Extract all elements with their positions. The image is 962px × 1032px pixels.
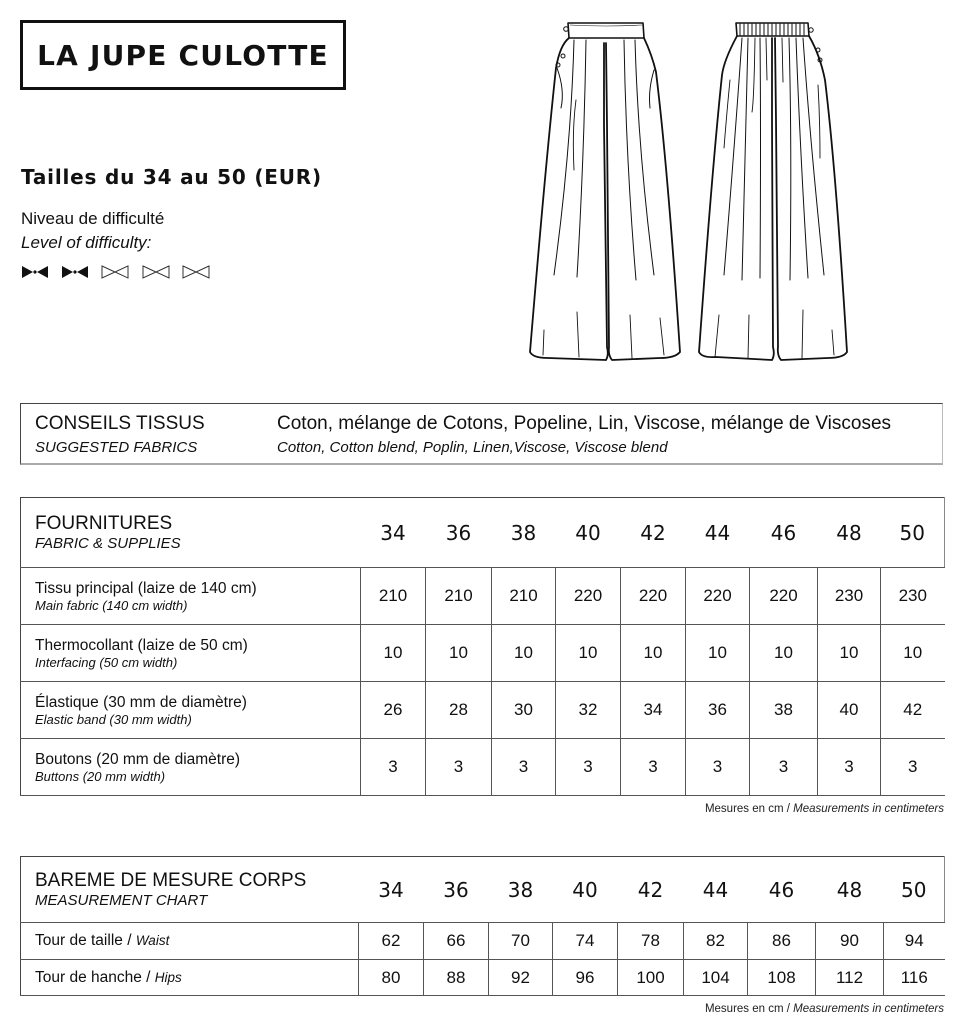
cell: 10 <box>556 625 621 682</box>
cell: 10 <box>750 625 818 682</box>
cell: 30 <box>492 682 556 739</box>
bowtie-outline-icon <box>101 265 129 279</box>
size-header: 42 <box>618 857 684 923</box>
table-row <box>21 960 945 996</box>
size-header: 48 <box>816 857 884 923</box>
cell: 10 <box>426 625 492 682</box>
table-row <box>21 625 945 682</box>
fabrics-value-fr: Coton, mélange de Cotons, Popeline, Lin, Viscose, mélange de Viscoses <box>277 413 892 434</box>
size-header: 46 <box>748 857 816 923</box>
cell: 10 <box>881 625 945 682</box>
cell: 66 <box>424 923 489 960</box>
bowtie-filled-icon <box>61 265 89 279</box>
row-label: Élastique (30 mm de diamètre) Elastic band (30 mm width) <box>21 682 361 739</box>
cell: 78 <box>618 923 684 960</box>
cell: 90 <box>816 923 884 960</box>
difficulty-label-en: Level of difficulty: <box>21 233 152 252</box>
bowtie-outline-icon <box>182 265 210 279</box>
size-header: 36 <box>424 857 489 923</box>
garment-illustration <box>520 10 865 370</box>
measurement-header-row <box>21 857 945 923</box>
cell: 82 <box>684 923 748 960</box>
cell: 230 <box>881 568 945 625</box>
measurement-title: BAREME DE MESURE CORPS MEASUREMENT CHART <box>21 857 359 923</box>
cell: 3 <box>426 739 492 796</box>
table-row <box>21 739 945 796</box>
cell: 94 <box>884 923 945 960</box>
size-header: 50 <box>884 857 945 923</box>
size-header: 36 <box>426 498 492 568</box>
measurement-units-note: Mesures en cm / Measurements in centimeters <box>704 1003 944 1015</box>
table-row <box>21 923 945 960</box>
cell: 10 <box>621 625 686 682</box>
cell: 3 <box>621 739 686 796</box>
bowtie-outline-icon <box>142 265 170 279</box>
front-view-sketch <box>530 23 680 360</box>
cell: 3 <box>361 739 426 796</box>
cell: 3 <box>881 739 945 796</box>
cell: 92 <box>489 960 553 996</box>
size-header: 40 <box>556 498 621 568</box>
cell: 10 <box>818 625 881 682</box>
bowtie-filled-icon <box>21 265 49 279</box>
suggested-fabrics-box <box>20 403 943 465</box>
pattern-title: LA JUPE CULOTTE <box>37 38 329 72</box>
table-row <box>21 682 945 739</box>
row-label: Tissu principal (laize de 140 cm) Main fabric (140 cm width) <box>21 568 361 625</box>
measurement-chart-table <box>20 856 945 996</box>
cell: 220 <box>686 568 750 625</box>
size-header: 34 <box>359 857 424 923</box>
cell: 210 <box>492 568 556 625</box>
size-header: 38 <box>492 498 556 568</box>
cell: 3 <box>818 739 881 796</box>
size-header: 44 <box>684 857 748 923</box>
row-label: Thermocollant (laize de 50 cm) Interfacing (50 cm width) <box>21 625 361 682</box>
cell: 108 <box>748 960 816 996</box>
size-header: 38 <box>489 857 553 923</box>
size-header: 42 <box>621 498 686 568</box>
cell: 34 <box>621 682 686 739</box>
cell: 38 <box>750 682 818 739</box>
cell: 104 <box>684 960 748 996</box>
cell: 40 <box>818 682 881 739</box>
cell: 86 <box>748 923 816 960</box>
cell: 36 <box>686 682 750 739</box>
size-range: Tailles du 34 au 50 (EUR) <box>21 165 322 189</box>
cell: 3 <box>686 739 750 796</box>
cell: 3 <box>556 739 621 796</box>
back-view-sketch <box>699 23 847 360</box>
cell: 210 <box>361 568 426 625</box>
cell: 210 <box>426 568 492 625</box>
size-header: 48 <box>818 498 881 568</box>
size-header: 46 <box>750 498 818 568</box>
cell: 70 <box>489 923 553 960</box>
fabrics-value-en: Cotton, Cotton blend, Poplin, Linen,Viscose, Viscose blend <box>277 439 668 456</box>
cell: 10 <box>686 625 750 682</box>
row-label: Tour de hanche / Hips <box>21 960 359 996</box>
cell: 74 <box>553 923 618 960</box>
cell: 230 <box>818 568 881 625</box>
cell: 42 <box>881 682 945 739</box>
size-header: 40 <box>553 857 618 923</box>
cell: 26 <box>361 682 426 739</box>
size-header: 34 <box>361 498 426 568</box>
pattern-title-box <box>20 20 346 90</box>
supplies-units-note: Mesures en cm / Measurements in centimeters <box>704 803 944 815</box>
row-label: Tour de taille / Waist <box>21 923 359 960</box>
cell: 96 <box>553 960 618 996</box>
cell: 80 <box>359 960 424 996</box>
supplies-title: FOURNITURES FABRIC & SUPPLIES <box>21 498 361 568</box>
cell: 3 <box>492 739 556 796</box>
cell: 3 <box>750 739 818 796</box>
cell: 62 <box>359 923 424 960</box>
cell: 220 <box>750 568 818 625</box>
cell: 116 <box>884 960 945 996</box>
fabrics-label-fr: CONSEILS TISSUS <box>35 413 205 434</box>
cell: 28 <box>426 682 492 739</box>
cell: 220 <box>556 568 621 625</box>
supplies-table <box>20 497 945 796</box>
cell: 112 <box>816 960 884 996</box>
supplies-header-row <box>21 498 945 568</box>
difficulty-label-fr: Niveau de difficulté <box>21 209 165 228</box>
cell: 10 <box>361 625 426 682</box>
row-label: Boutons (20 mm de diamètre) Buttons (20 mm width) <box>21 739 361 796</box>
cell: 10 <box>492 625 556 682</box>
cell: 88 <box>424 960 489 996</box>
size-header: 50 <box>881 498 945 568</box>
cell: 220 <box>621 568 686 625</box>
table-row <box>21 568 945 625</box>
fabrics-label-en: SUGGESTED FABRICS <box>35 439 198 456</box>
cell: 100 <box>618 960 684 996</box>
cell: 32 <box>556 682 621 739</box>
size-header: 44 <box>686 498 750 568</box>
